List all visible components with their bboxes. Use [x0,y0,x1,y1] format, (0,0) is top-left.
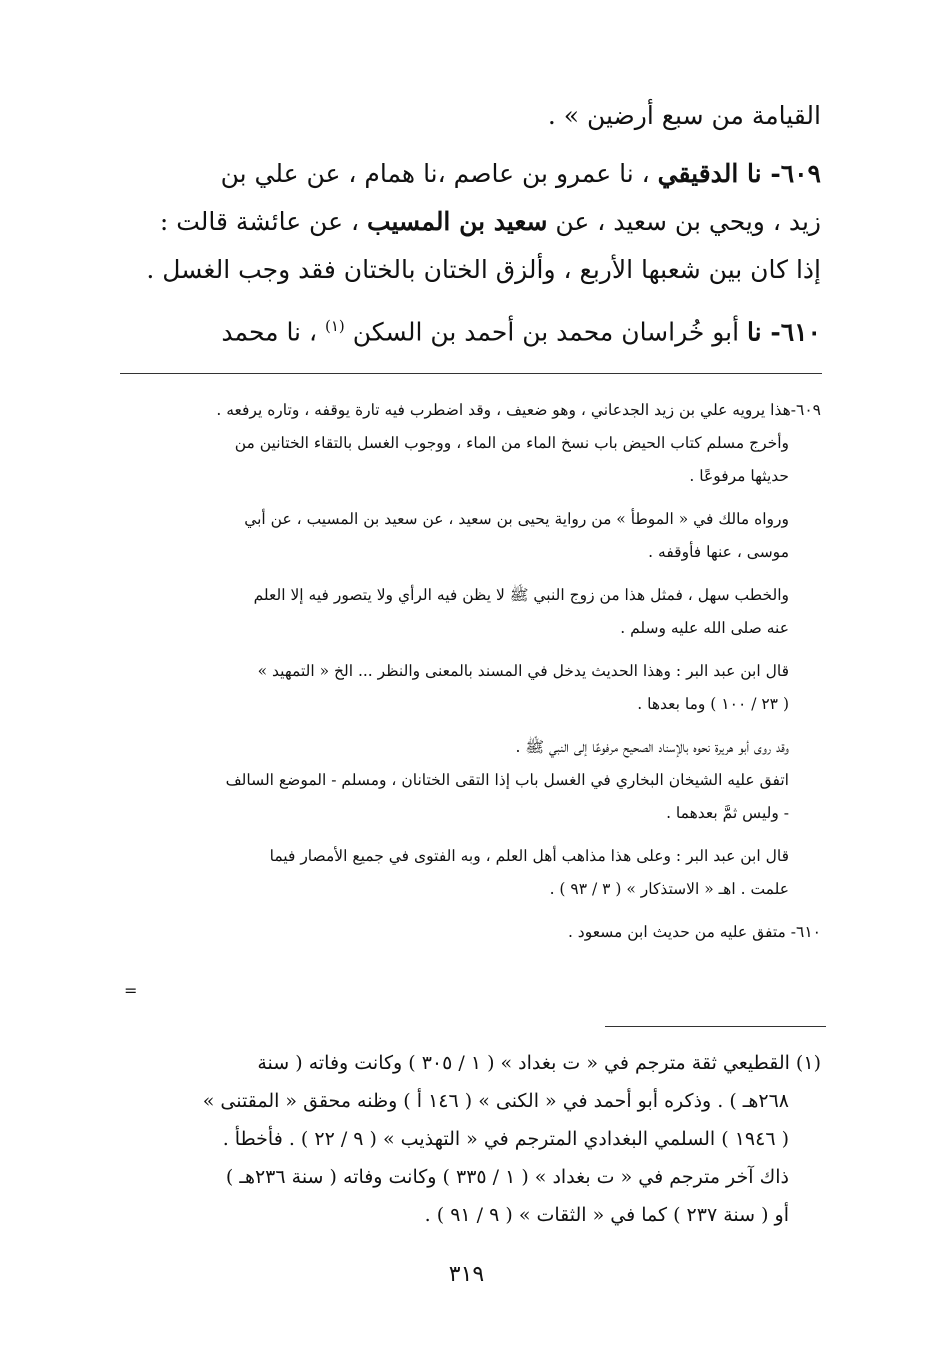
note-line: قال ابن عبد البر : وعلى هذا مذاهب أهل العلم ، وبه الفتوى في جميع الأمصار فيما [269,847,789,865]
narrator-name: سعيد بن المسيب [366,207,548,236]
note-line: موسى ، عنها فأوقفه . [648,543,789,561]
hadith-number: ٦٠٩- نا الدقيقي [657,159,821,188]
footnote-line: ٢٦٨هـ ) . وذكره أبو أحمد في « الكنى » ( ١٤٦ أ ) وظنه محقق « المقتنى » [202,1090,789,1112]
hadith-610: ٦١٠- نا أبو خُراسان محمد بن أحمد بن السكن $^{(١)}$ ، نا محمد [221,317,821,347]
continuation-mark: = [124,981,138,1000]
note-line: ٦٠٩-هذا يرويه علي بن زيد الجدعاني ، وهو ضعيف ، وقد اضطرب فيه تارة يوقفه ، وتاره يرفعه . [216,401,821,419]
note-line: ( ٢٣ / ١٠٠ ) وما بعدها . [637,695,789,713]
text-line: زيد ، ويحي بن سعيد ، عن سعيد بن المسيب ، عن عائشة قالت : [159,207,821,236]
note-line: وأخرج مسلم كتاب الحيض باب نسخ الماء من الماء ، ووجوب الغسل بالتقاء الختانين من [234,434,789,452]
note-line: قال ابن عبد البر : وهذا الحديث يدخل في المسند بالمعنى والنظر ... الخ « التمهيد » [257,662,789,680]
note-line: وقد روى أبو هريرة نحوه بالإسناد الصحيح مرفوعًا إلى النبي ﷺ . [515,738,789,756]
footnotes [109,1044,821,1234]
note-line: علمت . اهـ « الاستذكار » ( ٣ / ٩٣ ) . [549,880,789,898]
text-line: إذا كان بين شعبها الأربع ، وألزق الختان بالختان فقد وجب الغسل . [146,255,821,284]
separator-line [120,373,822,374]
note-line: ورواه مالك في « الموطأ » من رواية يحيى بن سعيد ، عن سعيد بن المسيب ، عن أبي [244,510,789,528]
footnote-line: أو ( سنة ٢٣٧ ) كما في « الثقات » ( ٩ / ٩١ ) . [424,1204,789,1226]
page-number: ٣١٩ [448,1262,485,1287]
note-line: - وليس ثمَّ بعدهما . [666,804,789,822]
footnote-line: ذاك آخر مترجم في « ت بغداد » ( ١ / ٣٣٥ ) وكانت وفاته ( سنة ٢٣٦هـ ) [225,1166,789,1188]
note-line: عنه صلى الله عليه وسلم . [620,619,789,637]
main-text [111,92,821,356]
hadith-number: ٦١٠- نا [747,317,821,347]
footnote-ref: (١) [324,317,345,335]
commentary-notes [109,394,821,949]
hadith-609: ٦٠٩- نا الدقيقي ، نا عمرو بن عاصم ،نا همام ، عن علي بن [220,159,821,188]
note-line: والخطب سهل ، فمثل هذا من زوج النبي ﷺ لا يظن فيه الرأي ولا يتصور فيه إلا العلم [253,586,789,604]
note-line: ٦١٠- متفق عليه من حديث ابن مسعود . [567,923,821,941]
text-line: القيامة من سبع أرضين » . [547,101,821,130]
footnote-line: ( ١٩٤٦ ) السلمي البغدادي المترجم في « التهذيب » ( ٩ / ٢٢ ) . فأخطأ . [222,1128,789,1150]
footnote-line: (١) القطيعي ثقة مترجم في « ت بغداد » ( ١ / ٣٠٥ ) وكانت وفاته ( سنة [257,1052,821,1074]
note-line: حديثها مرفوعًا . [689,467,789,485]
note-line: اتفق عليه الشيخان البخاري في الغسل باب إذا التقى الختانان ، ومسلم - الموضع السالف [225,771,789,789]
footnote-separator [605,1026,826,1027]
